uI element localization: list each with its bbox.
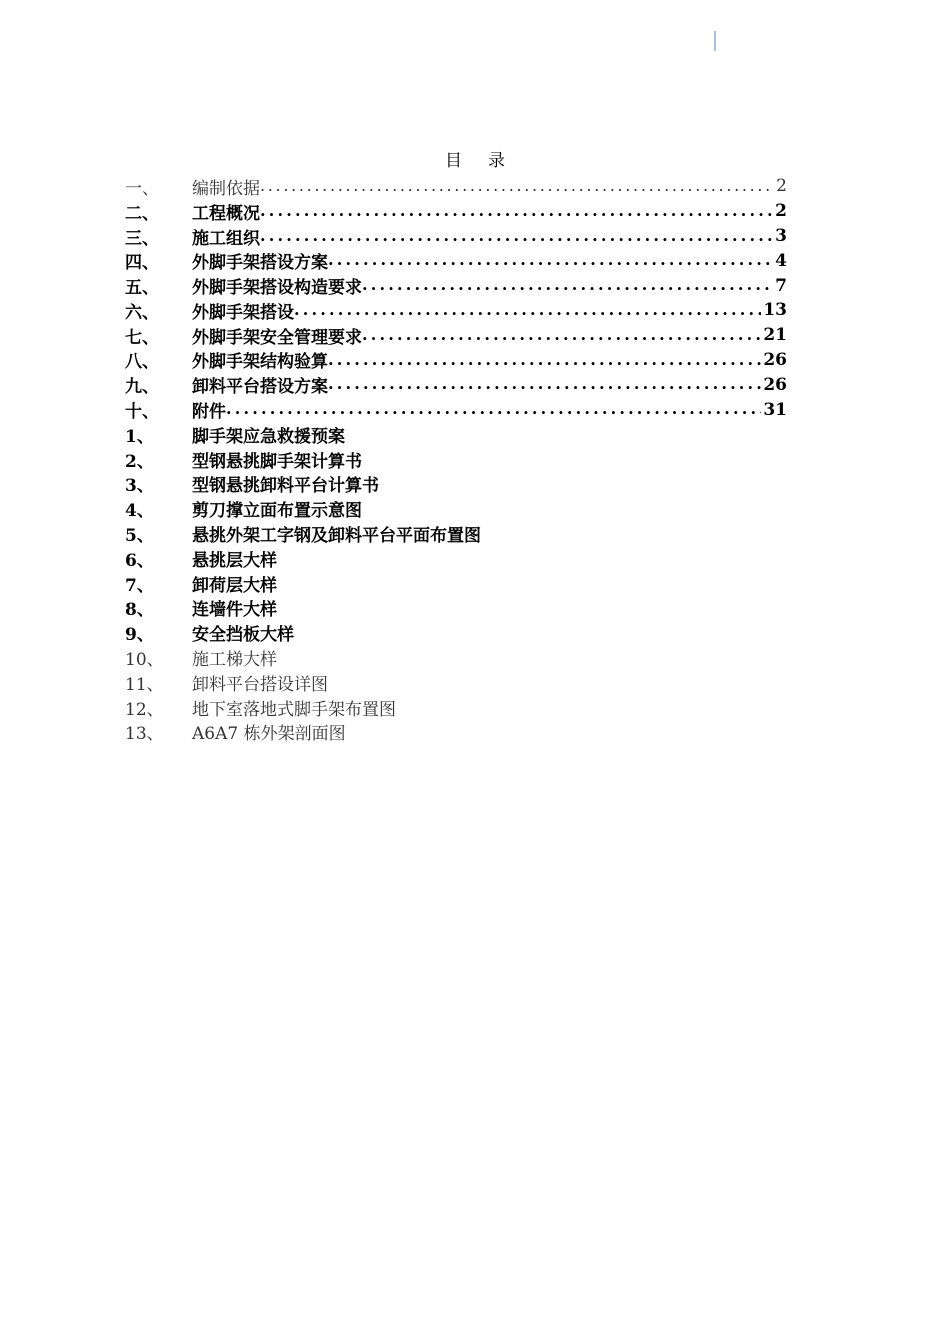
toc-entry-title: 卸料平台搭设方案	[192, 377, 328, 398]
toc-entry-title: 施工组织	[192, 228, 260, 249]
attachment-number: 9、	[125, 625, 154, 646]
toc-entry-title: 外脚手架搭设构造要求	[192, 278, 362, 299]
attachment-item[interactable]	[125, 447, 787, 472]
attachment-title: 安全挡板大样	[192, 625, 294, 646]
attachment-number: 2、	[125, 451, 154, 472]
toc-leader-dots	[328, 248, 773, 273]
toc-leader-dots	[362, 273, 773, 298]
toc-entry[interactable]	[125, 199, 787, 224]
toc-entry-page: 13	[763, 300, 787, 321]
toc-entry-number: 六、	[125, 302, 159, 323]
attachment-title: 悬挑外架工字钢及卸料平台平面布置图	[192, 526, 481, 547]
toc-entry-title: 工程概况	[192, 203, 260, 224]
attachment-item[interactable]	[125, 695, 787, 720]
toc-entry-number: 七、	[125, 327, 159, 348]
attachment-title: 剪刀撑立面布置示意图	[192, 501, 362, 522]
attachment-title: 卸荷层大样	[192, 575, 277, 596]
toc-entry[interactable]	[125, 323, 787, 348]
toc-entry-page: 7	[775, 275, 787, 296]
toc-entry-title: 外脚手架搭设	[192, 302, 294, 323]
attachment-item[interactable]	[125, 596, 787, 621]
toc-entry-page: 26	[763, 349, 787, 370]
toc-entry-title: 外脚手架结构验算	[192, 352, 328, 373]
toc-leader-dots	[260, 224, 773, 249]
toc-entry-title: 外脚手架安全管理要求	[192, 327, 362, 348]
toc-entry-number: 一、	[125, 178, 159, 199]
toc-entry-page: 31	[763, 399, 787, 420]
toc-entry-number: 三、	[125, 228, 159, 249]
page-edge-mark	[714, 31, 716, 51]
toc-entry-number: 二、	[125, 203, 159, 224]
attachment-title: 施工梯大样	[192, 650, 277, 671]
attachment-number: 1、	[125, 426, 154, 447]
attachment-number: 4、	[125, 501, 154, 522]
attachment-item[interactable]	[125, 571, 787, 596]
toc-leader-dots	[226, 397, 761, 422]
toc-leader-dots	[294, 298, 761, 323]
toc-leader-dots	[260, 174, 774, 199]
attachment-number: 7、	[125, 575, 154, 596]
table-of-contents	[125, 174, 787, 744]
toc-entry-page: 3	[775, 225, 787, 246]
attachment-item[interactable]	[125, 720, 787, 745]
toc-entry-page: 2	[775, 201, 787, 222]
toc-entry-title: 附件	[192, 402, 226, 423]
attachment-item[interactable]	[125, 670, 787, 695]
toc-entry[interactable]	[125, 248, 787, 273]
toc-entry-number: 四、	[125, 253, 159, 274]
toc-entry-number: 十、	[125, 402, 159, 423]
toc-entry[interactable]	[125, 224, 787, 249]
attachment-number: 8、	[125, 600, 154, 621]
attachment-number: 5、	[125, 526, 154, 547]
toc-leader-dots	[328, 348, 761, 373]
attachment-item[interactable]	[125, 620, 787, 645]
attachment-title: 型钢悬挑卸料平台计算书	[192, 476, 379, 497]
attachment-item[interactable]	[125, 645, 787, 670]
toc-entry-number: 五、	[125, 278, 159, 299]
toc-entry[interactable]	[125, 174, 787, 199]
attachment-title: 脚手架应急救援预案	[192, 426, 345, 447]
toc-entry-title: 外脚手架搭设方案	[192, 253, 328, 274]
toc-entry-page: 4	[775, 250, 787, 271]
attachment-title: 连墙件大样	[192, 600, 277, 621]
toc-entry[interactable]	[125, 372, 787, 397]
attachment-item[interactable]	[125, 496, 787, 521]
attachment-item[interactable]	[125, 422, 787, 447]
attachment-title: 地下室落地式脚手架布置图	[192, 699, 396, 720]
toc-entry-page: 26	[763, 374, 787, 395]
toc-entry[interactable]	[125, 397, 787, 422]
toc-leader-dots	[328, 372, 761, 397]
toc-entry[interactable]	[125, 273, 787, 298]
attachment-item[interactable]	[125, 521, 787, 546]
attachment-number: 10、	[125, 650, 164, 671]
toc-entry-page: 2	[776, 176, 787, 197]
toc-heading-left: 目	[445, 151, 462, 171]
attachment-item[interactable]	[125, 546, 787, 571]
toc-entry[interactable]	[125, 348, 787, 373]
toc-heading	[0, 151, 950, 171]
attachment-number: 3、	[125, 476, 154, 497]
toc-entry-number: 八、	[125, 352, 159, 373]
attachment-title: A6A7 栋外架剖面图	[192, 724, 346, 745]
toc-heading-right: 录	[488, 151, 505, 171]
attachment-number: 13、	[125, 724, 164, 745]
attachment-title: 悬挑层大样	[192, 550, 277, 571]
attachment-item[interactable]	[125, 472, 787, 497]
attachment-title: 卸料平台搭设详图	[192, 674, 328, 695]
toc-entry-page: 21	[763, 325, 787, 346]
toc-leader-dots	[362, 323, 761, 348]
attachment-title: 型钢悬挑脚手架计算书	[192, 451, 362, 472]
toc-entry-title: 编制依据	[192, 178, 260, 199]
toc-leader-dots	[260, 199, 773, 224]
attachment-number: 11、	[125, 674, 164, 695]
attachment-number: 12、	[125, 699, 164, 720]
toc-entry[interactable]	[125, 298, 787, 323]
attachment-number: 6、	[125, 550, 154, 571]
toc-entry-number: 九、	[125, 377, 159, 398]
